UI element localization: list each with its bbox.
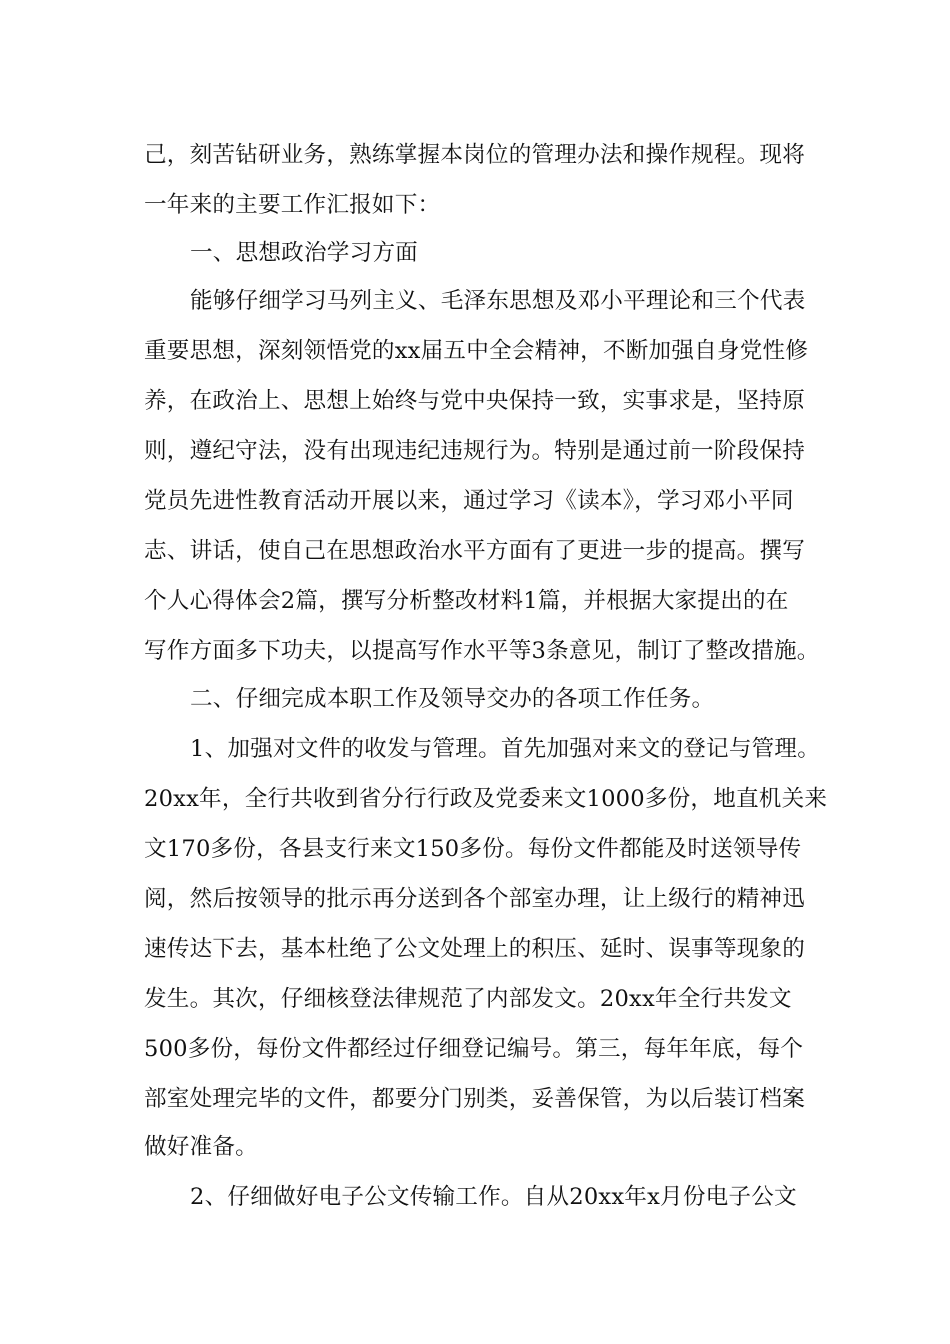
- text-line: 己，刻苦钻研业务，熟练掌握本岗位的管理办法和操作规程。现将: [144, 142, 806, 168]
- text-line: 2、仔细做好电子公文传输工作。自从20xx年x月份电子公文: [190, 1184, 797, 1210]
- section-heading: 一、思想政治学习方面: [190, 240, 418, 266]
- text-line: 部室处理完毕的文件，都要分门别类，妥善保管，为以后装订档案: [144, 1086, 806, 1112]
- text-line: 能够仔细学习马列主义、毛泽东思想及邓小平理论和三个代表: [190, 288, 806, 314]
- text-line: 阅，然后按领导的批示再分送到各个部室办理，让上级行的精神迅: [144, 886, 806, 912]
- text-line: 速传达下去，基本杜绝了公文处理上的积压、延时、误事等现象的: [144, 936, 806, 962]
- text-line: 党员先进性教育活动开展以来，通过学习《读本》，学习邓小平同: [144, 488, 794, 514]
- text-line: 养，在政治上、思想上始终与党中央保持一致，实事求是，坚持原: [144, 388, 806, 414]
- text-line: 做好准备。: [144, 1134, 258, 1160]
- text-line: 文170多份，各县支行来文150多份。每份文件都能及时送领导传: [144, 836, 802, 862]
- text-line: 发生。其次，仔细核登法律规范了内部发文。20xx年全行共发文: [144, 986, 792, 1012]
- text-line: 个人心得体会2篇，撰写分析整改材料1篇，并根据大家提出的在: [144, 588, 789, 614]
- text-line: 则，遵纪守法，没有出现违纪违规行为。特别是通过前一阶段保持: [144, 438, 806, 464]
- text-line: 一年来的主要工作汇报如下：: [144, 192, 441, 218]
- text-line: 20xx年，全行共收到省分行行政及党委来文1000多份，地直机关来: [144, 786, 828, 812]
- text-line: 写作方面多下功夫，以提高写作水平等3条意见，制订了整改措施。: [144, 638, 820, 664]
- text-line: 志、讲话，使自己在思想政治水平方面有了更进一步的提高。撰写: [144, 538, 806, 564]
- section-heading: 二、仔细完成本职工作及领导交办的各项工作任务。: [190, 686, 715, 712]
- text-line: 1、加强对文件的收发与管理。首先加强对来文的登记与管理。: [190, 736, 821, 762]
- text-line: 500多份，每份文件都经过仔细登记编号。第三，每年年底，每个: [144, 1036, 804, 1062]
- text-line: 重要思想，深刻领悟党的xx届五中全会精神，不断加强自身党性修: [144, 338, 809, 364]
